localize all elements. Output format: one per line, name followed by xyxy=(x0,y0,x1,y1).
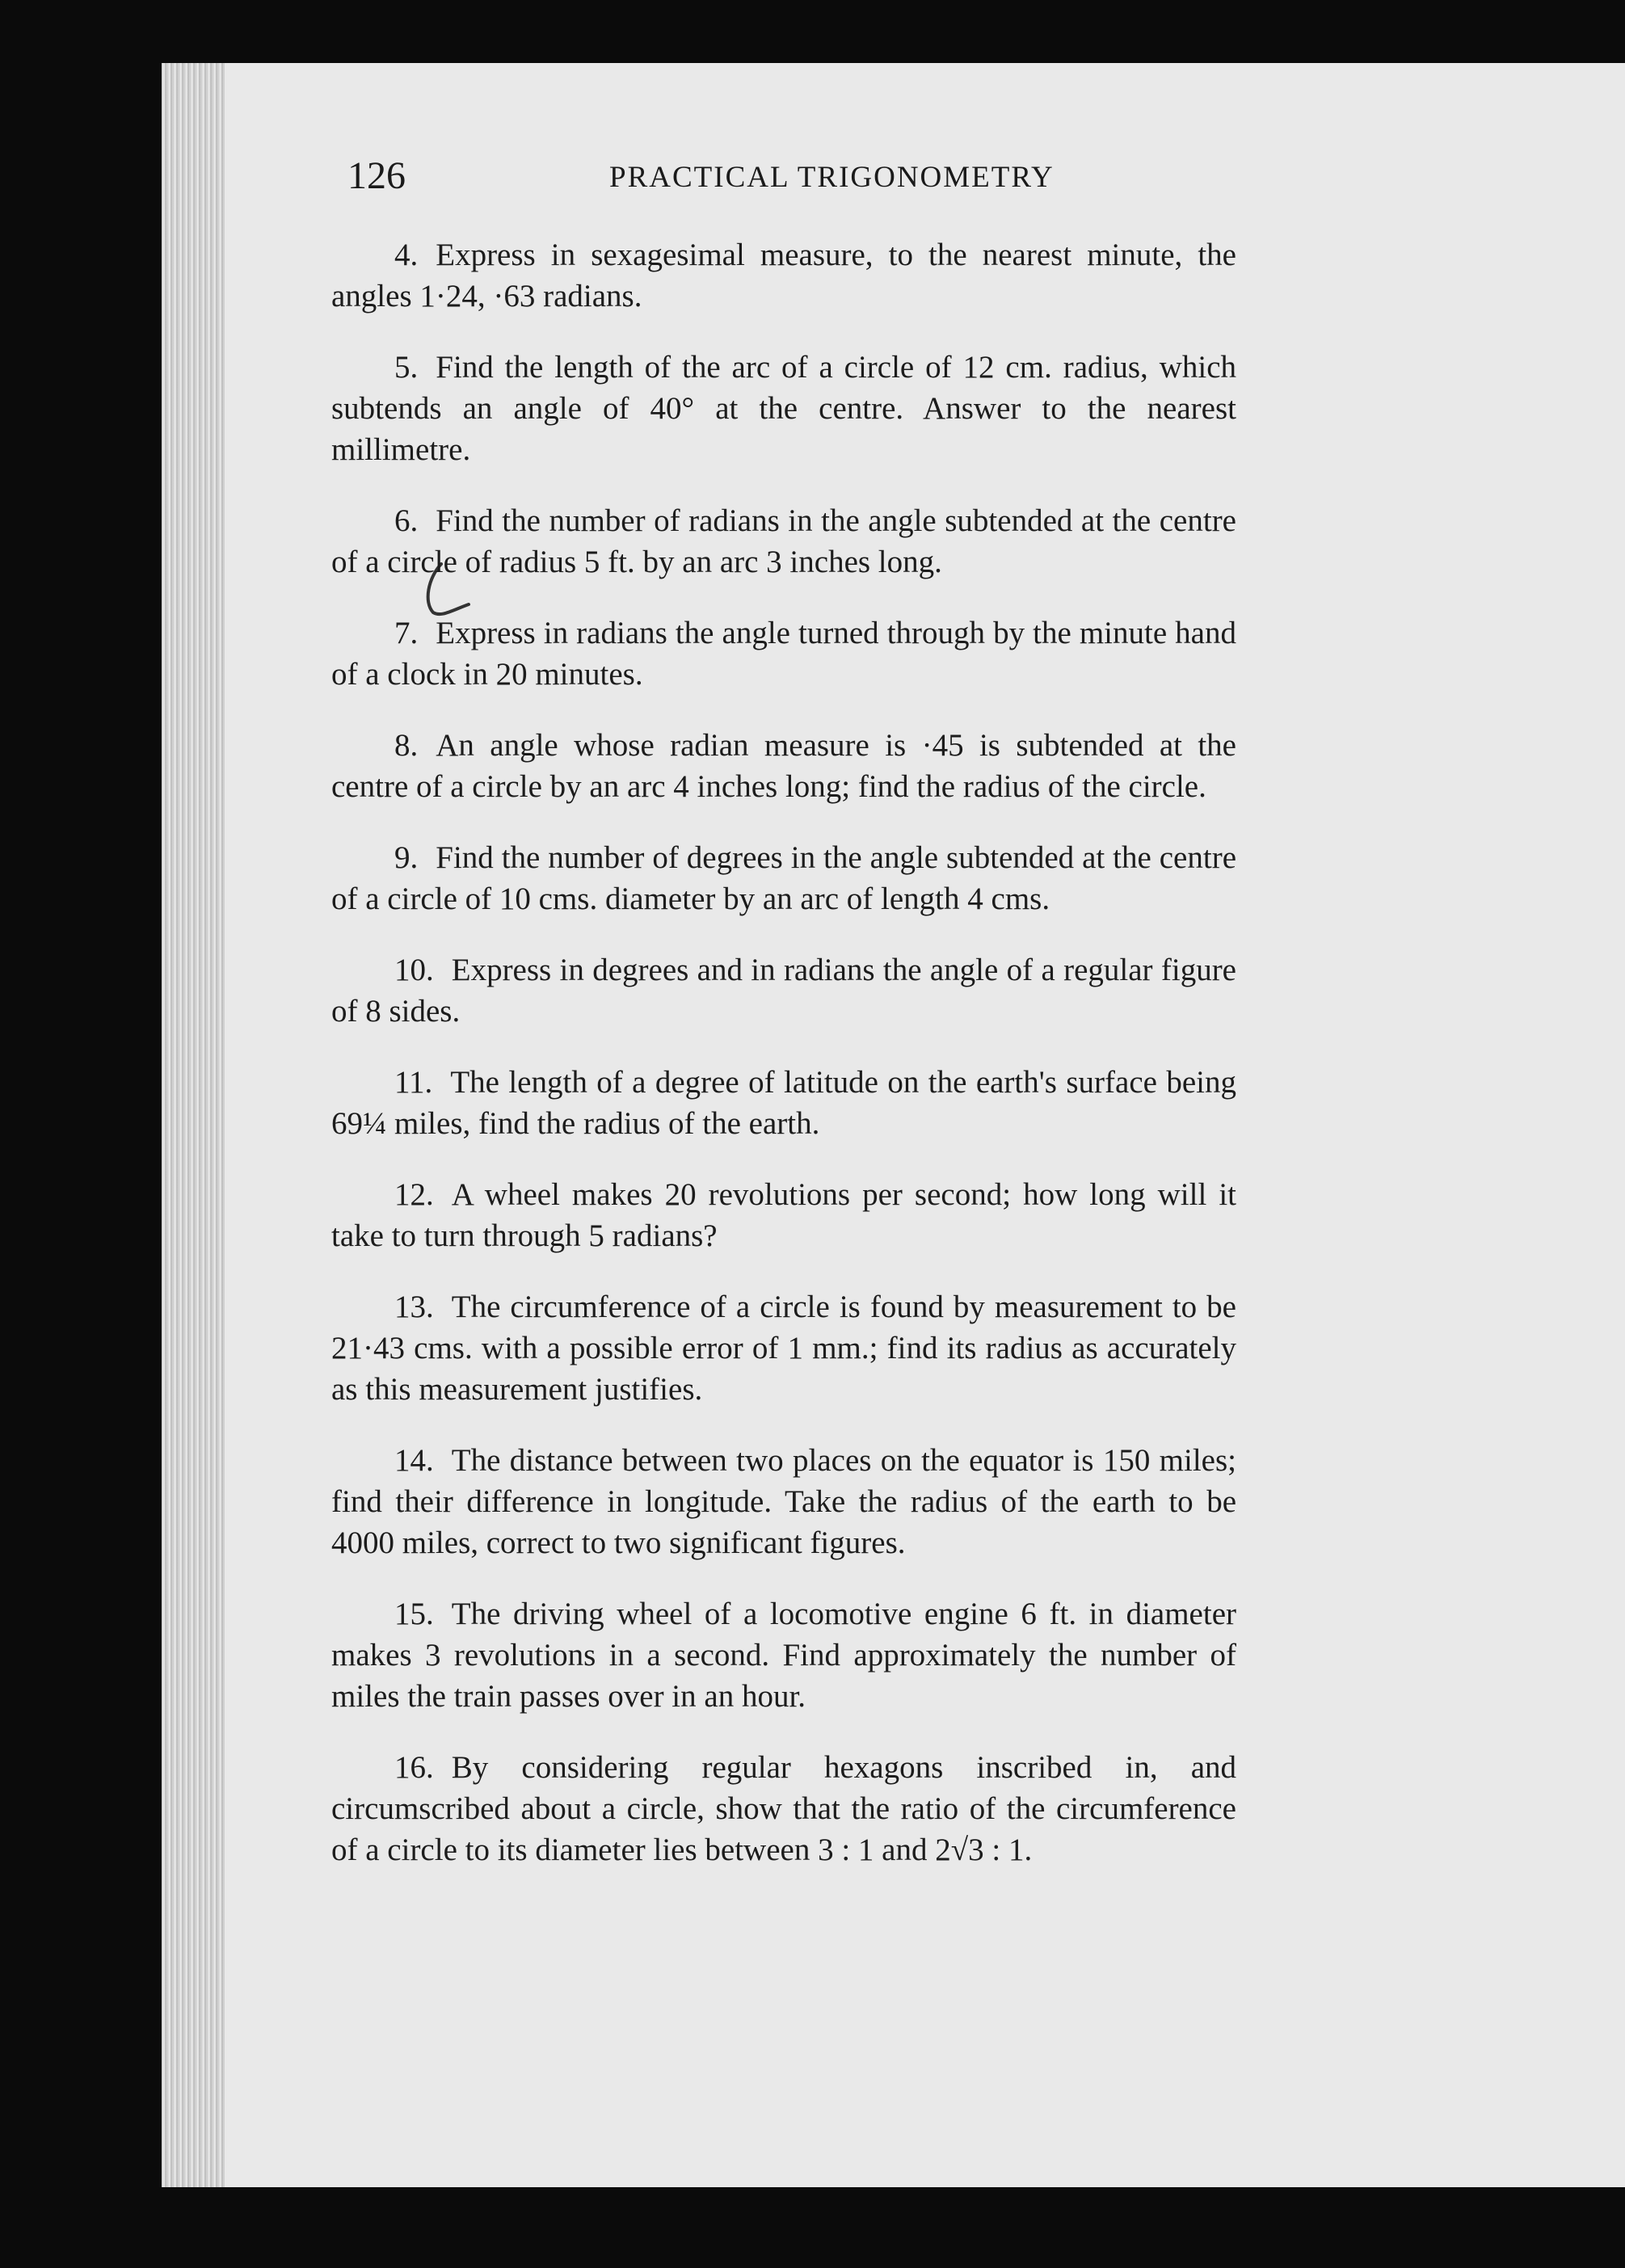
exercise-text: The distance between two places on the equator is 150 miles; find their difference in longitude. Take the radius of the earth to be 4000 miles, correct to two significant figures. xyxy=(331,1443,1236,1560)
exercise-text: Express in radians the angle turned through by the minute hand of a clock in 20 minutes. xyxy=(331,616,1236,692)
exercise-text: Express in sexagesimal measure, to the nearest minute, the angles 1·24, ·63 radians. xyxy=(331,238,1236,313)
exercise-number: 12. xyxy=(394,1177,434,1212)
exercise-text: Find the number of degrees in the angle subtended at the centre of a circle of 10 cms. diameter by an arc of length 4 cms. xyxy=(331,840,1236,916)
exercise-number: 15. xyxy=(394,1597,434,1631)
exercise-number: 10. xyxy=(394,953,434,987)
exercise-number: 14. xyxy=(394,1443,434,1478)
exercise-item xyxy=(331,347,1236,470)
exercise-text: Find the length of the arc of a circle of 12 cm. radius, which subtends an angle of 40° at the centre. Answer to the nearest millimetre. xyxy=(331,350,1236,467)
exercise-item xyxy=(331,234,1236,317)
exercise-number: 6. xyxy=(394,503,419,538)
exercise-text: A wheel makes 20 revolutions per second; how long will it take to turn through 5 radians? xyxy=(331,1177,1236,1253)
exercise-list xyxy=(331,234,1236,1900)
exercise-text: The circumference of a circle is found by measurement to be 21·43 cms. with a possible error of 1 mm.; find its radius as accurately as this measurement justifies. xyxy=(331,1290,1236,1407)
exercise-item xyxy=(331,500,1236,583)
exercise-text: The length of a degree of latitude on the earth's surface being 69¼ miles, find the radius of the earth. xyxy=(331,1065,1236,1141)
page-edges xyxy=(162,63,225,2187)
exercise-text: The driving wheel of a locomotive engine 6 ft. in diameter makes 3 revolutions in a second. Find approximately the number of miles the train passes over in an hour. xyxy=(331,1597,1236,1714)
running-title: PRACTICAL TRIGONOMETRY xyxy=(609,161,1055,194)
exercise-number: 16. xyxy=(394,1750,434,1785)
exercise-text: By considering regular hexagons inscribed in, and circumscribed about a circle, show that the ratio of the circumference of a circle to its diameter lies between 3 : 1 and 2√3 : 1. xyxy=(331,1750,1236,1867)
exercise-item xyxy=(331,1593,1236,1717)
exercise-number: 7. xyxy=(394,616,419,650)
exercise-text: Express in degrees and in radians the angle of a regular figure of 8 sides. xyxy=(331,953,1236,1029)
exercise-number: 5. xyxy=(394,350,419,385)
exercise-item xyxy=(331,1747,1236,1870)
exercise-text: An angle whose radian measure is ·45 is subtended at the centre of a circle by an arc 4 inches long; find the radius of the circle. xyxy=(331,728,1236,804)
exercise-number: 11. xyxy=(394,1065,433,1100)
exercise-item xyxy=(331,612,1236,695)
exercise-item xyxy=(331,1286,1236,1410)
exercise-item xyxy=(331,1174,1236,1256)
exercise-item xyxy=(331,1440,1236,1563)
exercise-item xyxy=(331,1062,1236,1144)
exercise-item xyxy=(331,837,1236,919)
exercise-item xyxy=(331,949,1236,1032)
exercise-number: 8. xyxy=(394,728,419,763)
exercise-number: 13. xyxy=(394,1290,434,1324)
page-header xyxy=(347,154,1285,218)
exercise-text: Find the number of radians in the angle subtended at the centre of a circle of radius 5 ft. by an arc 3 inches long. xyxy=(331,503,1236,579)
page-number: 126 xyxy=(347,154,406,197)
exercise-number: 4. xyxy=(394,238,419,272)
exercise-number: 9. xyxy=(394,840,419,875)
exercise-item xyxy=(331,725,1236,807)
